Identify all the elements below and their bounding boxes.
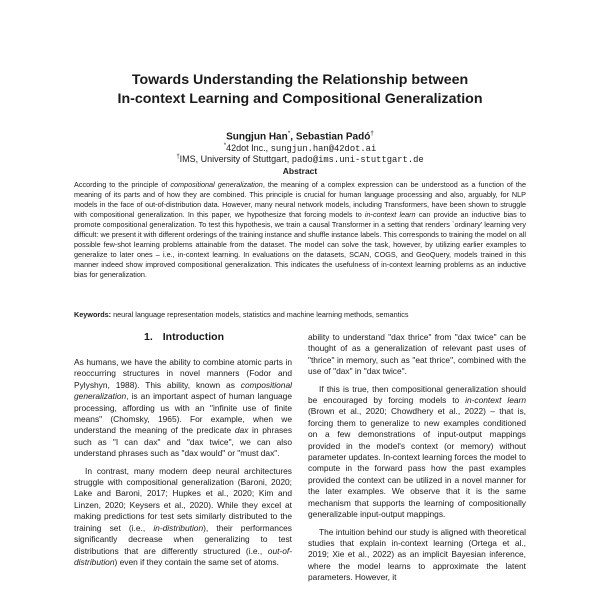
paragraph: ability to understand "dax thrice" from "dax twice" can be thought of as a generalization of relevant past uses of "thrice" in memory, such as "eat thrice", combined with the use of "dax" in "dax twice".	[308, 332, 526, 377]
emphasis-text: in-context learn	[465, 395, 526, 406]
affiliation-name: IMS, University of Stuttgart,	[179, 154, 292, 164]
paragraph	[74, 466, 292, 569]
abstract-text: , the meaning of a complex expression can be understood as a function of the meaning of its parts and of how they are combined. This principle is crucial for human language processing and also, arguably, for NLP models in the face of out-of-distribution data. However, many neural network models, including Transformers, have been shown to struggle with compositional generalization. In this paper, we hypothesize that forcing models to	[74, 180, 526, 219]
author-separator: ,	[290, 131, 296, 143]
paragraph-text: If this is true, then compositional generalization should be encouraged by forcing models to	[308, 383, 526, 406]
paragraph-text: In contrast, many modern deep neural architectures struggle with compositional generalization (Baroni, 2020; Lake and Baroni, 2017; Hupkes et al., 2020; Kim and Linzen, 2020; Keysers et al., 2020). While they excel at making predictions for test sets similarly distributed to the training set (i.e.,	[74, 465, 292, 533]
paragraph	[308, 384, 526, 521]
paragraph-text: ), their performances significantly decrease when generalizing to test distributions that are differently structured (i.e.,	[74, 522, 292, 556]
paragraph-text: ) even if they contain the same set of atoms.	[114, 556, 279, 567]
emphasis-text: compositional generalization	[74, 379, 292, 402]
author-name: Sebastian Padó	[295, 131, 371, 143]
author-affiliation-mark: †	[370, 130, 374, 137]
author-affiliation-mark: *	[287, 130, 291, 137]
left-column	[74, 357, 292, 574]
paragraph-text: , is an important aspect of human language processing, affording us with an "infinite use of finite means" (Chomsky, 1965). For example, when we understand the meaning of the predicate	[74, 391, 292, 436]
abstract-emphasis: compositional generalization	[170, 180, 263, 189]
abstract-text: can provide an inductive bias to promote compositional generalization. To test this hypothesis, we train a causal Transformer in a setting that renders `ordinary' learning very difficult: we present it with different orderings of the training instance and shuffle instance labels. This corresponds to training the model on all possible few-shot learning problems attainable from the dataset. The model can solve the task, however, by utilizing earlier examples to generalize to later ones – i.e., in-context learning. In evaluations on the datasets, SCAN, COGS, and GeoQuery, models trained in this manner indeed show improved compositional generalization. This indicates the usefulness of in-context learning problems as an inductive bias for generalization.	[74, 209, 526, 279]
keywords-line	[74, 310, 526, 320]
affiliation-2	[60, 152, 540, 166]
right-column	[308, 332, 526, 590]
keywords-text: neural language representation models, statistics and machine learning methods, semantics	[111, 310, 409, 319]
paragraph-text: (Brown et al., 2020; Chowdhery et al., 2022) – that is, forcing them to generalize to new examples conditioned on a few demonstrations of input-output mappings provided in the model's context (or memory) without parameter updates. In-context learning forces the model to compute in the forward pass how the past examples provided the context can be utilized in a novel manner for the later examples. We observe that it is the same mechanism that supports the learning of compositionally generalizable input-output mappings.	[308, 406, 526, 520]
abstract-body	[74, 180, 526, 280]
affiliation-name: 42dot Inc.,	[226, 143, 271, 153]
section-title: Introduction	[162, 331, 224, 343]
keywords-label: Keywords:	[74, 310, 112, 319]
emphasis-text: dax	[234, 425, 249, 436]
paragraph: The intuition behind our study is aligned with theoretical studies that explain in-context learning (Ortega et al., 2019; Xie et al., 2022) as an implicit Bayesian inference, where the model learns to approximate the latent parameters. However, it	[308, 526, 526, 583]
abstract-text: According to the principle of	[74, 180, 171, 189]
affiliation-mark: *	[223, 143, 227, 149]
abstract-heading: Abstract	[282, 166, 318, 176]
abstract-emphasis: in-context learn	[364, 209, 416, 219]
emphasis-text: out-of-distribution	[74, 545, 292, 567]
paper-title-line-2: In-context Learning and Compositional Generalization	[117, 91, 483, 107]
paragraph	[74, 357, 292, 460]
paragraph-text: in phrases such as "I can dax" and "dax twice", we can also understand phrases such as "dax would" or "must dax".	[74, 425, 293, 459]
emphasis-text: in-distribution	[153, 522, 204, 533]
section-number: 1.	[143, 331, 153, 343]
paper-title-line-1: Towards Understanding the Relationship between	[131, 72, 469, 88]
paragraph-text: As humans, we have the ability to combine atomic parts in reoccurring structures in novel manners (Fodor and Pylyshyn, 1988). This ability, known as	[74, 357, 292, 390]
author-name: Sungjun Han	[226, 131, 288, 143]
author-email: sungjun.han@42dot.ai	[270, 144, 377, 154]
affiliation-mark: †	[176, 154, 180, 160]
section-heading	[74, 331, 294, 344]
author-email: pado@ims.uni-stuttgart.de	[291, 155, 424, 165]
